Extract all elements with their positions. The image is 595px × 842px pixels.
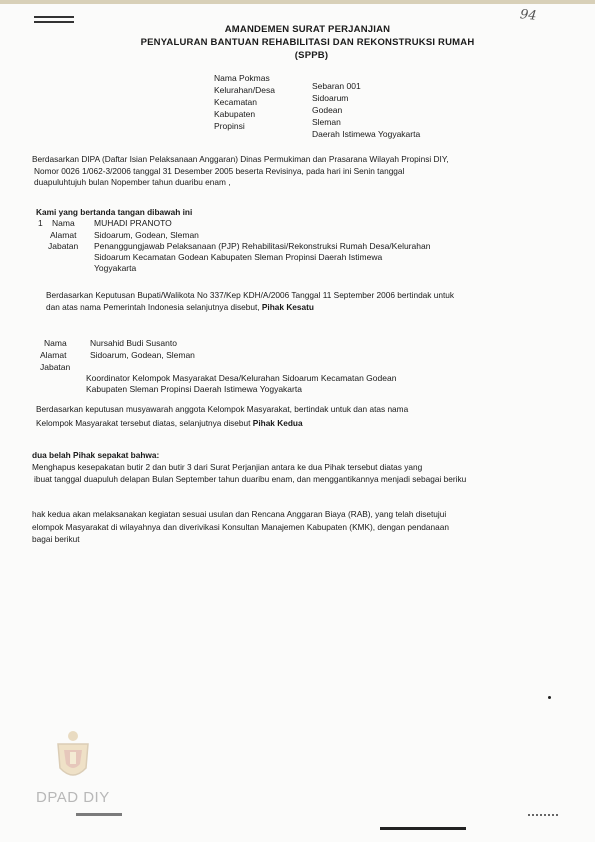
info-label: Kecamatan [214,97,257,107]
handwritten-page-number: 94 [519,7,538,24]
signers-heading: Kami yang bertanda tangan dibawah ini [36,207,193,217]
party1-name: MUHADI PRANOTO [94,218,172,228]
party2-designation: Pihak Kedua [252,418,303,428]
agreement-line: ibuat tanggal duapuluh delapan Bulan September tahun duaribu enam, dan menggantikannya menjadi sebagai beriku [34,474,467,484]
party1-basis-text: dan atas nama Pemerintah Indonesia selanjutnya disebut, [46,302,260,312]
title-line-1: AMANDEMEN SURAT PERJANJIAN [224,24,391,35]
agreement-line: Menghapus kesepakatan butir 2 dan butir 3 dari Surat Perjanjian antara ke dua Pihak tersebut diatas yang [32,462,423,472]
party1-position-label: Jabatan [48,241,79,251]
party1-position: Sidoarum Kecamatan Godean Kabupaten Sleman Propinsi Daerah Istimewa [94,252,383,262]
info-label: Nama Pokmas [214,73,270,83]
party1-number: 1 [38,218,43,228]
party2-name: Nursahid Budi Susanto [90,338,177,348]
scan-artifact [528,814,558,818]
agreement-line: elompok Masyarakat di wilayahnya dan diverivikasi Konsultan Manajemen Kabupaten (KMK), dengan pendanaan [32,522,449,532]
party1-designation: Pihak Kesatu [261,302,314,312]
info-value: Sebaran 001 [312,81,361,91]
party1-basis-line2 [46,302,314,313]
party2-address-label: Alamat [40,350,67,360]
party2-name-label: Nama [44,338,67,348]
party1-name-label: Nama [52,218,75,228]
info-value: Sidoarum [312,93,349,103]
party1-position: Yogyakarta [94,263,137,273]
intro-line: Berdasarkan DIPA (Daftar Isian Pelaksanaan Anggaran) Dinas Permukiman dan Prasarana Wilayah Propinsi DIY, [32,154,449,164]
info-value: Sleman [312,117,341,127]
party2-position-label: Jabatan [40,362,71,372]
intro-line: Nomor 0026 1/062-3/2006 tanggal 31 Desember 2005 beserta Revisinya, pada hari ini Senin tanggal [34,166,405,176]
crest-logo [50,728,96,784]
intro-line: duapuluhtujuh bulan Nopember tahun duaribu enam , [34,177,231,187]
ink-dot [548,696,551,699]
party2-position: Kabupaten Sleman Propinsi Daerah Istimewa Yogyakarta [86,384,302,394]
party1-position: Penanggungjawab Pelaksanaan (PJP) Rehabilitasi/Rekonstruksi Rumah Desa/Kelurahan [94,241,431,251]
agreement-heading: dua belah Pihak sepakat bahwa: [32,450,160,460]
agreement-line: bagai berikut [32,534,80,544]
info-labels [214,72,275,132]
agreement-line: hak kedua akan melaksanakan kegiatan sesuai usulan dan Rencana Anggaran Biaya (RAB), yang telah disetujui [32,509,447,519]
party2-address: Sidoarum, Godean, Sleman [90,350,195,360]
watermark-text: DPAD DIY [36,789,110,806]
party2-basis: Berdasarkan keputusan musyawarah anggota Kelompok Masyarakat, bertindak untuk dan atas nama [36,404,409,414]
scan-artifact [76,813,122,816]
info-label: Kabupaten [214,109,256,119]
party2-basis-text: Kelompok Masyarakat tersebut diatas, selanjutnya disebut [36,418,251,428]
title-line-2: PENYALURAN BANTUAN REHABILITASI DAN REKONSTRUKSI RUMAH [140,37,475,48]
info-values [312,80,420,140]
title-line-3: (SPPB) [294,50,329,61]
party2-basis-line2 [36,418,303,429]
party1-address: Sidoarum, Godean, Sleman [94,230,199,240]
info-value: Daerah Istimewa Yogyakarta [312,129,421,139]
scan-edge [0,0,595,4]
party1-address-label: Alamat [50,230,77,240]
info-value: Godean [312,105,343,115]
info-label: Kelurahan/Desa [214,85,275,95]
scan-artifact [380,827,466,830]
party2-position: Koordinator Kelompok Masyarakat Desa/Kelurahan Sidoarum Kecamatan Godean [86,373,397,383]
info-label: Propinsi [214,121,245,131]
party1-basis: Berdasarkan Keputusan Bupati/Walikota No 337/Kep KDH/A/2006 Tanggal 11 September 2006 bertindak untuk [46,290,455,300]
